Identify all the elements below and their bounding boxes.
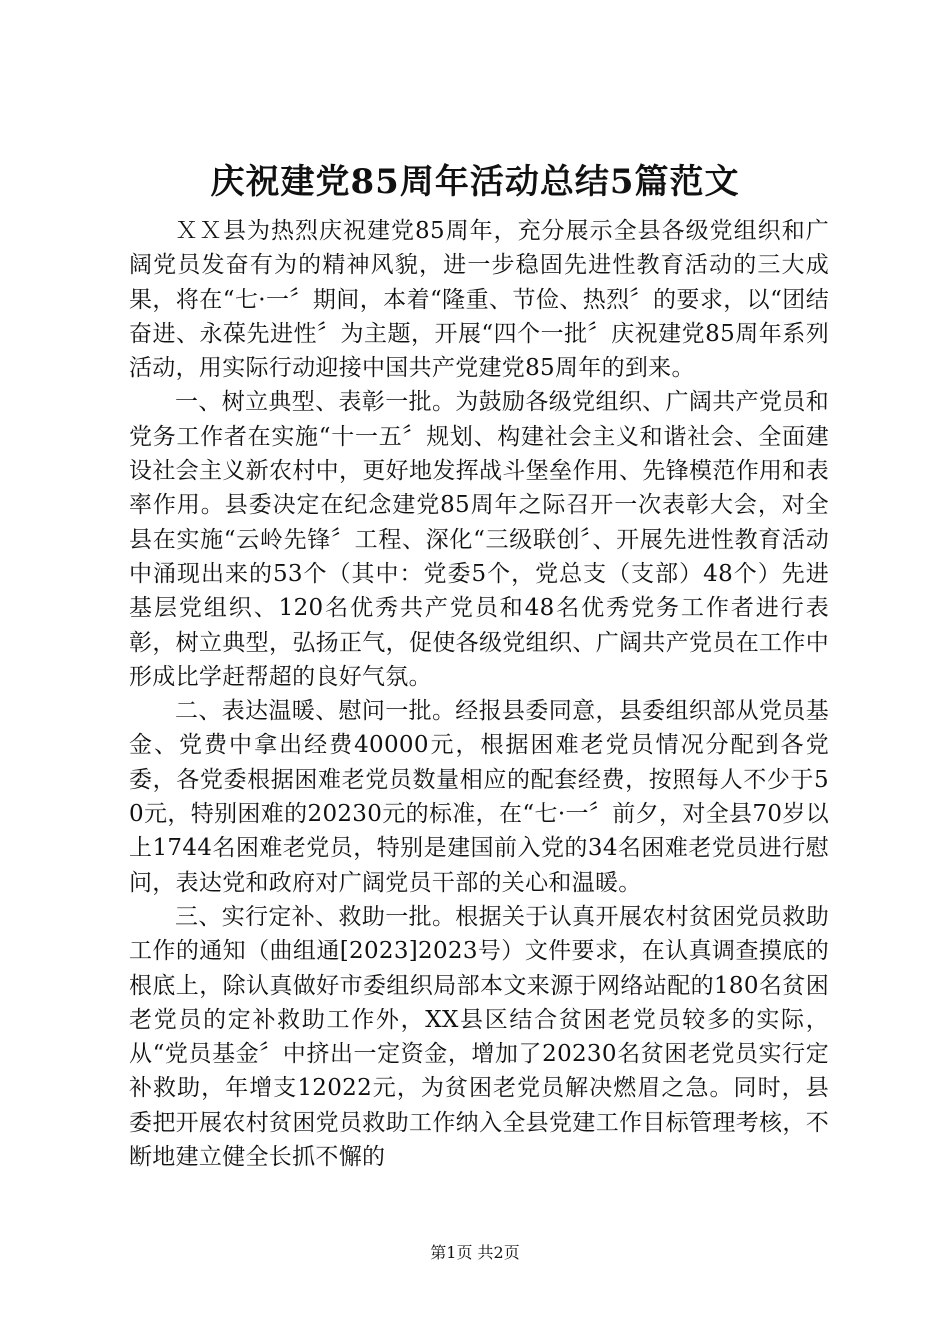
paragraph-section-2: 二、表达温暖、慰问一批。经报县委同意，县委组织部从党员基金、党费中拿出经费40000元，根据困难老党员情况分配到各党委，各党委根据困难老党员数量相应的配套经费，按照每人不少于50元，特别困难的20230元的标准，在“七·一〞前夕，对全县70岁以上1744名困难老党员，特别是建国前入党的34名困难老党员进行慰问，表达党和政府对广阔党员干部的关心和温暖。 (129, 698, 829, 896)
page-number: 第1页 (430, 1243, 473, 1262)
paragraph-intro: ＸＸ县为热烈庆祝建党85周年，充分展示全县各级党组织和广阔党员发奋有为的精神风貌，进一步稳固先进性教育活动的三大成果，将在“七·一〞期间，本着“隆重、节俭、热烈〞的要求，以“团结奋进、永葆先进性〞为主题，开展“四个一批〞庆祝建党85周年系列活动，用实际行动迎接中国共产党建党85周年的到来。 (129, 218, 829, 382)
document-title: 庆祝建党85周年活动总结5篇范文 (210, 162, 740, 202)
page-total: 共2页 (477, 1243, 520, 1262)
page-footer (0, 1242, 950, 1264)
document-body (129, 214, 829, 1174)
paragraph-section-3: 三、实行定补、救助一批。根据关于认真开展农村贫困党员救助工作的通知（曲组通[2023]2023号）文件要求，在认真调查摸底的根底上，除认真做好市委组织局部本文来源于网络站配的180名贫困老党员的定补救助工作外，XX县区结合贫困老党员较多的实际，从“党员基金〞中挤出一定资金，增加了20230名贫困老党员实行定补救助，年增支12022元，为贫困老党员解决燃眉之急。同时，县委把开展农村贫困党员救助工作纳入全县党建工作目标管理考核，不断地建立健全长抓不懈的 (129, 903, 829, 1171)
paragraph-section-1: 一、树立典型、表彰一批。为鼓励各级党组织、广阔共产党员和党务工作者在实施“十一五〞规划、构建社会主义和谐社会、全面建设社会主义新农村中，更好地发挥战斗堡垒作用、先锋模范作用和表率作用。县委决定在纪念建党85周年之际召开一次表彰大会，对全县在实施“云岭先锋〞工程、深化“三级联创〞、开展先进性教育活动中涌现出来的53个（其中：党委5个，党总支（支部）48个）先进基层党组织、120名优秀共产党员和48名优秀党务工作者进行表彰，树立典型，弘扬正气，促使各级党组织、广阔共产党员在工作中形成比学赶帮超的良好气氛。 (129, 389, 829, 690)
